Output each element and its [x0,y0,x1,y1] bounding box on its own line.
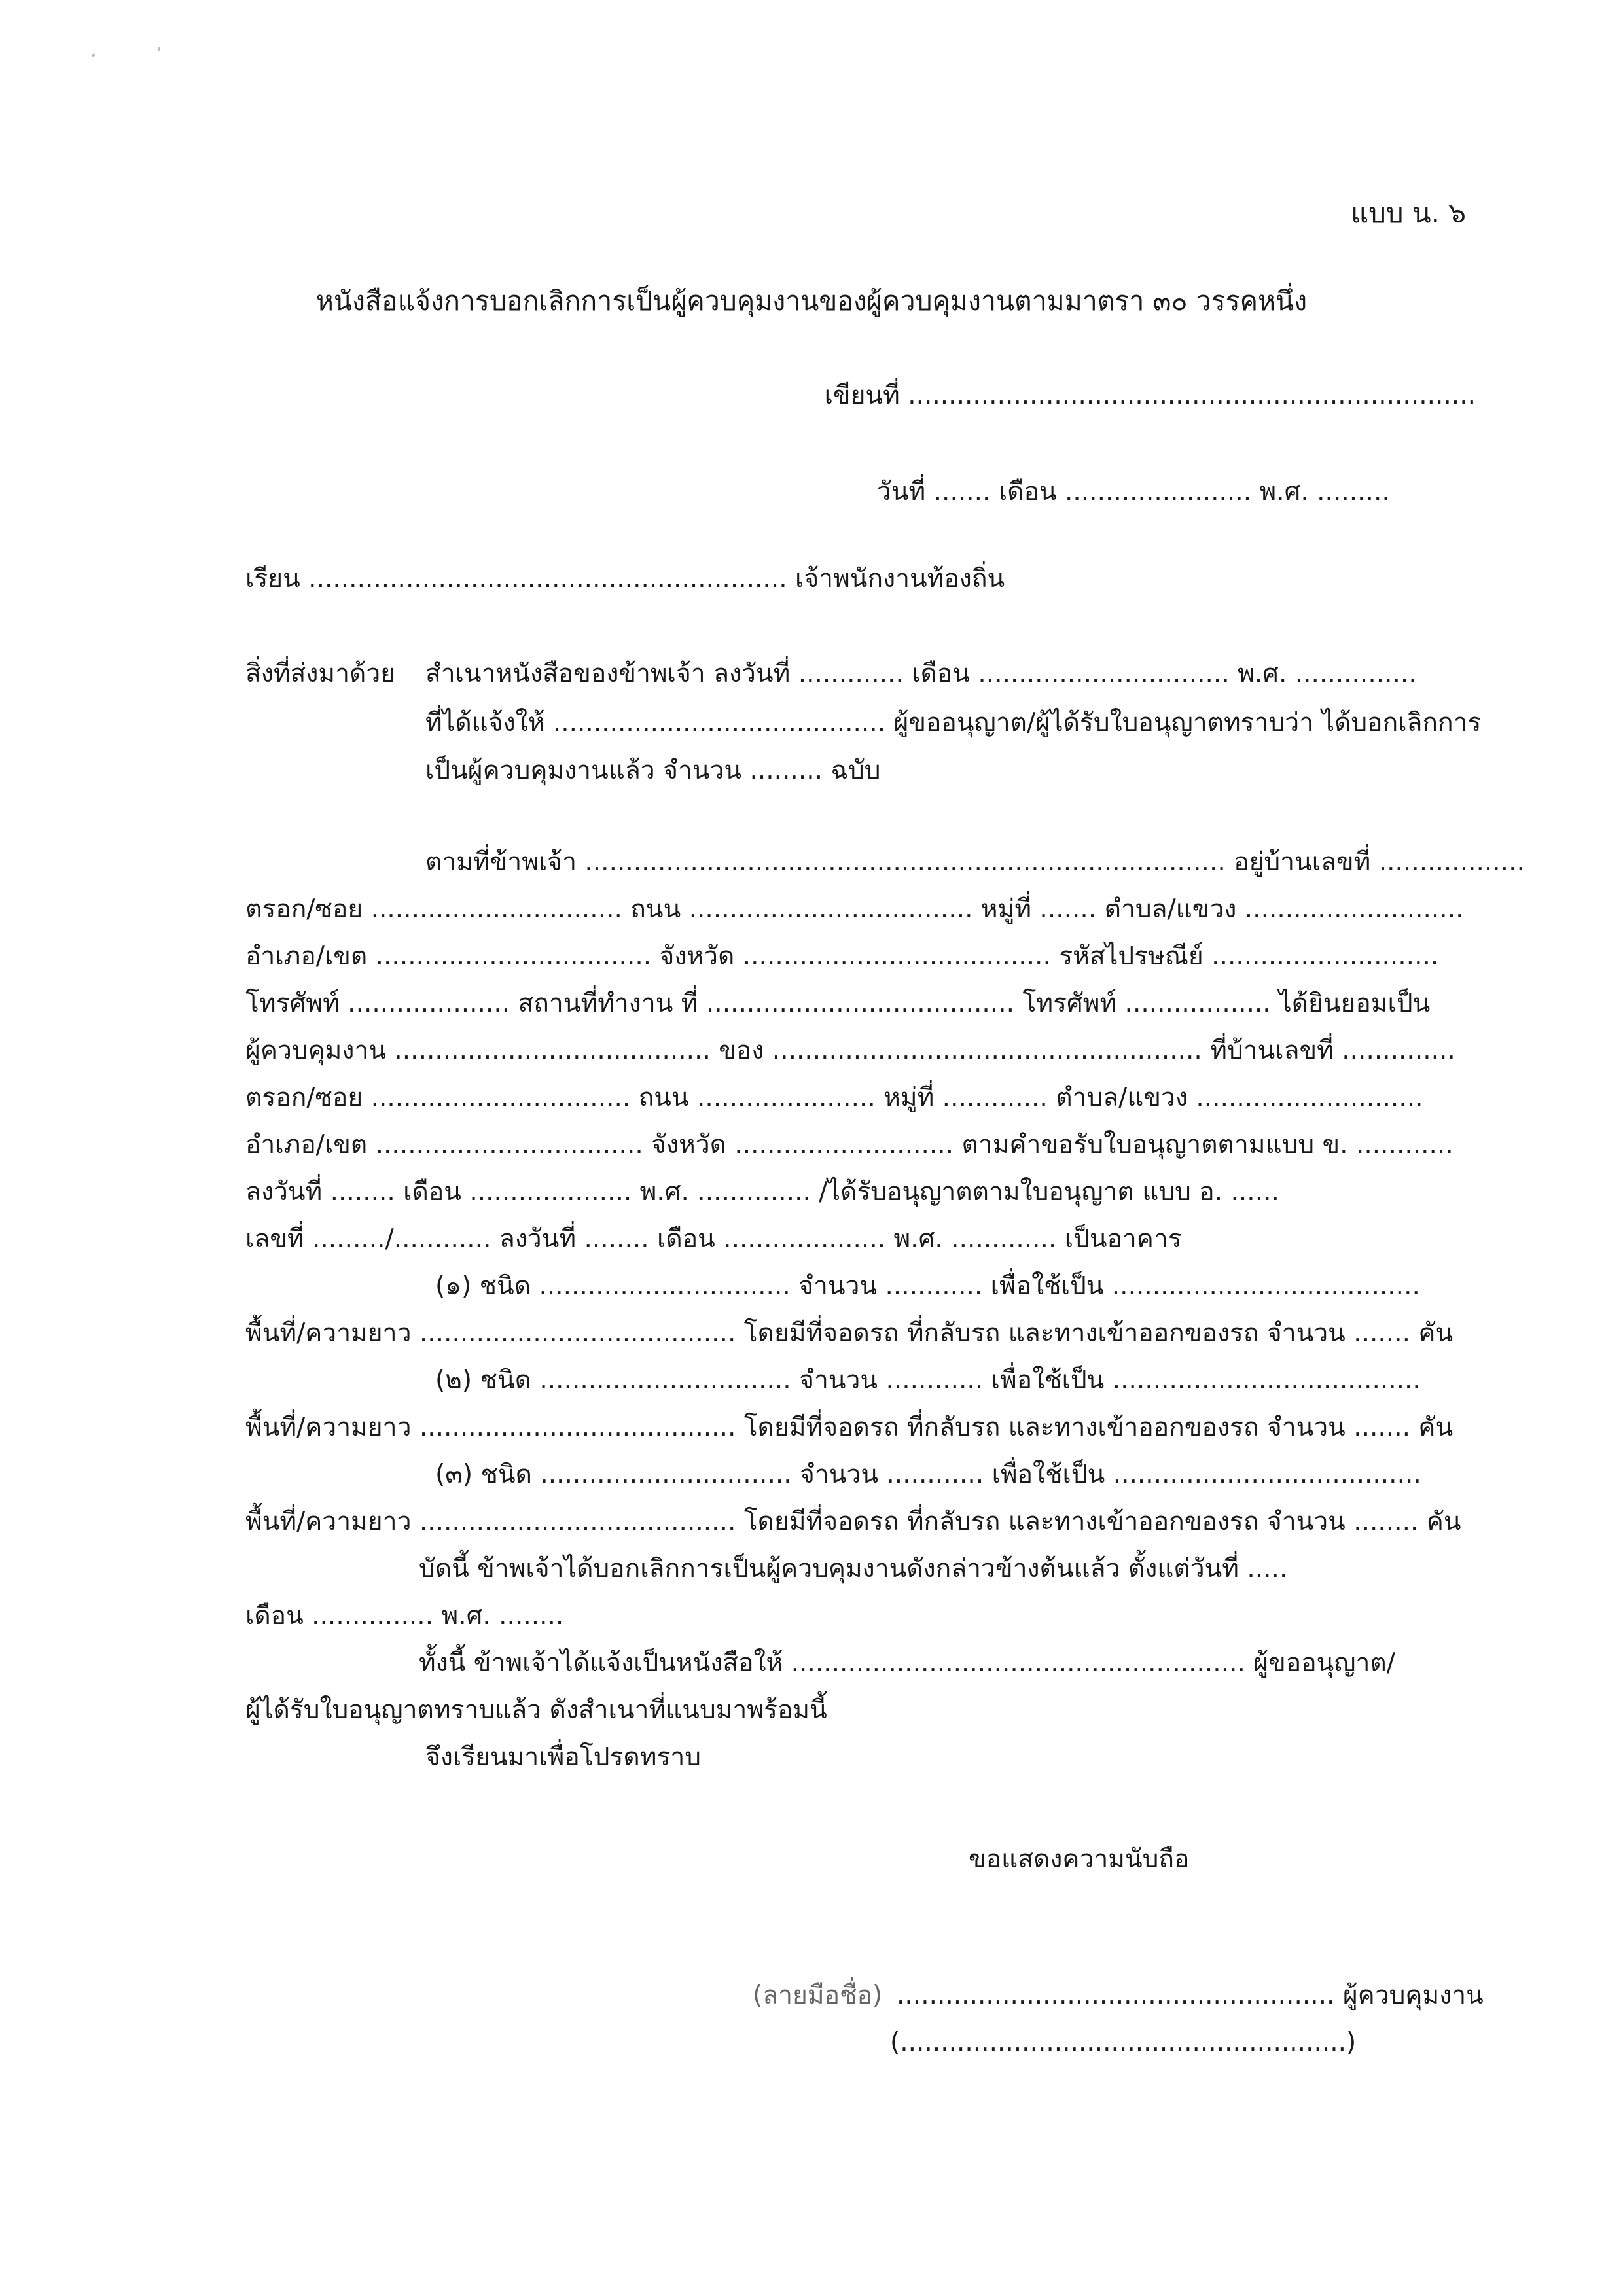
scan-speck [92,54,95,57]
body-line: ผู้ควบคุมงาน ....................................... ของ ..................................................... ที่บ้านเลขที่ .............. [245,1036,1455,1065]
body-line: เดือน ............... พ.ศ. ........ [245,1601,564,1631]
body-line: ลงวันที่ ........ เดือน .................... พ.ศ. .............. /ได้รับอนุญาตตามใบอนุญาต แบบ อ. ...... [245,1177,1279,1207]
building-type-line: (๒) ชนิด ............................... จำนวน ............ เพื่อใช้เป็น ...................................... [435,1366,1421,1395]
building-area-line: พื้นที่/ความยาว ....................................... โดยมีที่จอดรถ ที่กลับรถ และทางเข้าออกของรถ จำนวน ....... คัน [245,1318,1454,1348]
body-line: บัดนี้ ข้าพเจ้าได้บอกเลิกการเป็นผู้ควบคุมงานดังกล่าวข้างต้นแล้ว ตั้งแต่วันที่ ..... [419,1554,1288,1583]
signature-prefix: (ลายมือชื่อ) [753,1981,883,2010]
date-line: วันที่ ....... เดือน ....................... พ.ศ. ......... [877,477,1390,506]
body-line: อำเภอ/เขต ................................. จังหวัด ........................... ตามคำขอรับใบอนุญาตตามแบบ ข. ............ [245,1130,1454,1159]
body-line: โทรศัพท์ .................... สถานที่ทำงาน ที่ ...................................... โทรศัพท์ .................. ได้ยินยอมเป็น [245,989,1431,1018]
body-line: อำเภอ/เขต .................................. จังหวัด ...................................... รหัสไปรษณีย์ ............................ [245,942,1439,971]
body-line: จึงเรียนมาเพื่อโปรดทราบ [425,1742,702,1772]
building-type-line: (๓) ชนิด ............................... จำนวน ............ เพื่อใช้เป็น ...................................... [435,1460,1421,1489]
building-type-line: (๑) ชนิด ............................... จำนวน ............ เพื่อใช้เป็น ...................................... [435,1271,1420,1301]
body-line: ตามที่ข้าพเจ้า ............................................................................... อยู่บ้านเลขที่ .................. [425,847,1525,877]
enclosure-label: สิ่งที่ส่งมาด้วย [245,659,396,688]
body-line: ตรอก/ซอย ............................... ถนน ................................... หมู่ที่ ....... ตำบล/แขวง ........................... [245,894,1464,924]
building-area-line: พื้นที่/ความยาว ....................................... โดยมีที่จอดรถ ที่กลับรถ และทางเข้าออกของรถ จำนวน ....... คัน [245,1413,1454,1442]
body-line: เลขที่ ........./............ ลงวันที่ ........ เดือน .................... พ.ศ. ............. เป็นอาคาร [245,1224,1182,1254]
enclosure-line: สำเนาหนังสือของข้าพเจ้า ลงวันที่ ............. เดือน ............................... พ.ศ. ............... [425,659,1417,688]
enclosure-line: ที่ได้แจ้งให้ ......................................... ผู้ขออนุญาต/ผู้ได้รับใบอนุญาตทราบว่า ได้บอกเลิกการ [425,708,1482,737]
body-line: ทั้งนี้ ข้าพเจ้าได้แจ้งเป็นหนังสือให้ ........................................................ ผู้ขออนุญาต/ [419,1648,1395,1678]
scan-speck [158,47,160,51]
form-code: แบบ น. ๖ [1351,197,1466,229]
signature-name-line: (.......................................................) [890,2028,1357,2057]
body-line: ตรอก/ซอย ................................ ถนน ...................... หมู่ที่ ............. ตำบล/แขวง ............................ [245,1083,1423,1112]
document-title: หนังสือแจ้งการบอกเลิกการเป็นผู้ควบคุมงานของผู้ควบคุมงานตามมาตรา ๓๐ วรรคหนึ่ง [315,285,1308,317]
closing-line: ขอแสดงความนับถือ [969,1845,1190,1874]
addressee-line: เรียน ........................................................... เจ้าพนักงานท้องถิ่น [245,564,1005,593]
enclosure-line: เป็นผู้ควบคุมงานแล้ว จำนวน ......... ฉบับ [425,756,881,785]
signature-line: ...................................................... ผู้ควบคุมงาน [897,1981,1484,2010]
written-at-line: เขียนที่ ...................................................................... [824,381,1476,410]
building-area-line: พื้นที่/ความยาว ....................................... โดยมีที่จอดรถ ที่กลับรถ และทางเข้าออกของรถ จำนวน ........ คัน [245,1507,1461,1536]
body-line: ผู้ได้รับใบอนุญาตทราบแล้ว ดังสำเนาที่แนบมาพร้อมนี้ [245,1695,827,1725]
